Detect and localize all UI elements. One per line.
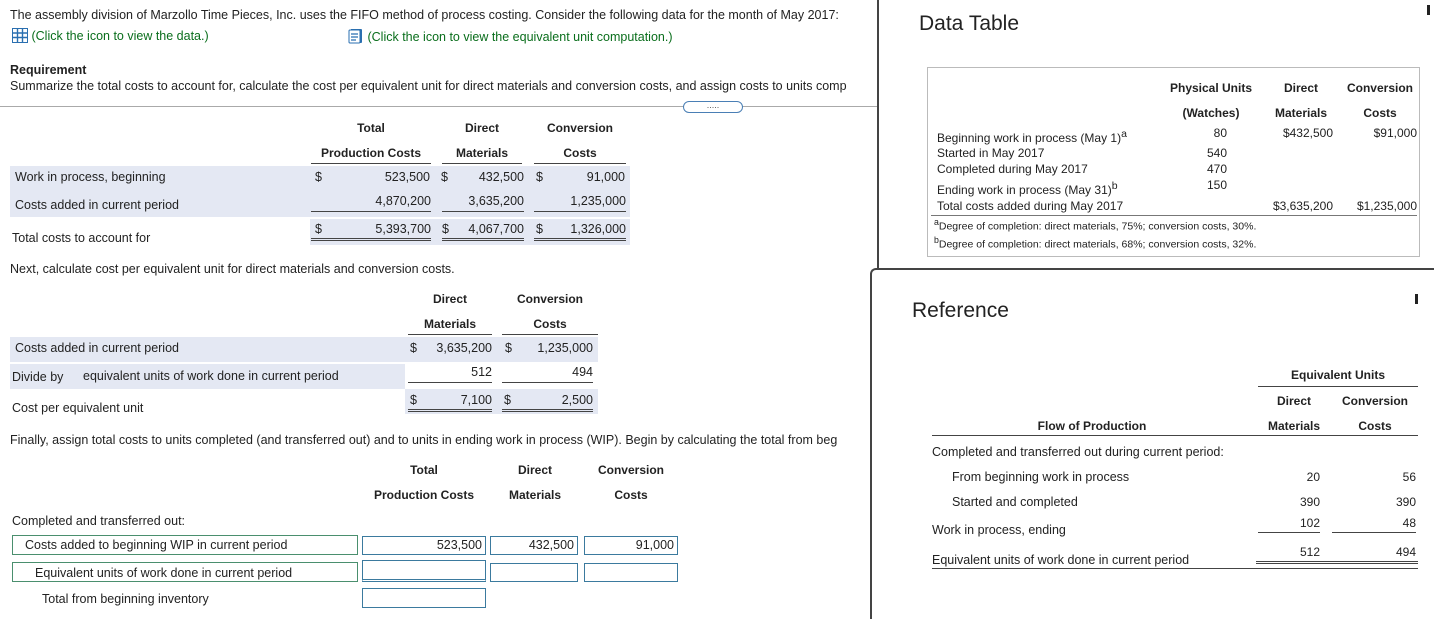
t3-total-input[interactable]: 523,500 [362,536,486,555]
t2-dollar: $ [410,341,417,355]
ref-cc-value: 390 [1395,495,1416,509]
dt-footnote-b: $^b$Degree of completion: direct materials, 68%; conversion costs, 32%. [934,235,1257,251]
t2-dollar: $ [410,393,417,407]
dt-header-dm-2: Materials [1274,106,1328,120]
reference-title: Reference [912,299,1009,322]
view-data-link[interactable] [12,28,209,46]
t1-dollar: $ [315,170,322,184]
t1-dm-value: 432,500 [478,170,524,184]
view-equiv-link-text[interactable]: (Click the icon to view the equivalent unit computation.) [367,30,673,44]
ref-rule [932,435,1418,436]
t3-header-cc-2: Costs [614,488,648,502]
dt-cc-value: $1,235,000 [1356,199,1417,213]
t3-cc-input[interactable] [584,563,678,582]
t2-header-dm-1: Direct [432,292,467,306]
t3-total-input[interactable] [362,560,486,582]
t3-header-dm-2: Materials [508,488,562,502]
t1-cc-value: 1,326,000 [570,222,626,236]
dt-header-units-2: (Watches) [1182,106,1240,120]
t1-row-label: Total costs to account for [12,231,151,245]
t3-row-label: Equivalent units of work done in current period [35,566,293,580]
dt-header-cc-2: Costs [1363,106,1397,120]
t1-total-value: 4,870,200 [311,194,431,212]
t2-dm-cell [408,393,492,412]
ref-bottom-rule [932,568,1418,569]
t2-row-label: Cost per equivalent unit [12,401,144,415]
dt-dm-value: $432,500 [1282,126,1333,140]
t1-dm-value: 3,635,200 [442,194,524,212]
ref-header-flow: Flow of Production [1037,419,1147,433]
t1-total-value: 5,393,700 [375,222,431,236]
dt-header-dm-1: Direct [1283,81,1318,95]
dt-row-label: Ending work in process (May 31)$^b$ [937,180,1118,197]
ref-row-label: From beginning work in process [952,470,1130,484]
t1-row-label: Costs added in current period [15,198,179,212]
ref-header-cc-2: Costs [1358,419,1392,433]
t2-row-label: Costs added in current period [15,341,179,355]
t3-label-box[interactable] [12,562,358,582]
t3-header-total-1: Total [410,463,438,477]
document-icon [348,28,364,47]
dt-row-label: Total costs added during May 2017 [937,199,1124,213]
t2-row-label: equivalent units of work done in current period [83,369,339,383]
t1-dollar: $ [536,170,543,184]
dt-header-units-1: Physical Units [1169,81,1253,95]
ref-header-eu: Equivalent Units [1258,368,1418,387]
t2-header-cc-1: Conversion [516,292,583,306]
data-table-panel [879,0,1434,268]
data-table-title: Data Table [919,12,1020,35]
t1-total-cell [311,222,431,241]
dt-row-label: Completed during May 2017 [937,162,1088,176]
ref-dm-value: 390 [1299,495,1320,509]
dt-footnote-a: $^a$Degree of completion: direct materials, 75%; conversion costs, 30%. [934,217,1257,233]
view-equiv-link[interactable] [348,28,673,47]
next-text: Next, calculate cost per equivalent unit for direct materials and conversion costs. [10,262,455,276]
t2-dollar: $ [504,393,511,407]
t2-cc-value: 494 [502,365,593,383]
dt-units-value: 80 [1213,126,1227,140]
reference-panel [870,268,1434,619]
t3-header-dm-1: Direct [517,463,552,477]
t2-cc-value: 2,500 [561,393,593,407]
expand-dots-button[interactable]: ..... [683,101,743,113]
finally-text: Finally, assign total costs to units completed (and transferred out) and to units in ending work in process (WIP). Begin by calculating the total from beg [10,433,838,447]
t2-dm-value: 512 [408,365,492,383]
t1-header-total-1: Total [357,121,385,135]
t1-dollar: $ [441,170,448,184]
t1-header-dm-2: Materials [442,146,522,164]
t2-cc-cell [502,393,593,412]
ref-total-rule [1256,561,1418,564]
dt-units-value: 470 [1206,162,1227,176]
dt-cc-value: $91,000 [1373,126,1417,140]
table-icon [12,28,28,46]
dt-dm-value: $3,635,200 [1272,199,1333,213]
t1-dollar: $ [315,222,322,236]
dt-units-value: 540 [1206,146,1227,160]
t3-section-label: Completed and transferred out: [12,514,186,528]
t2-dm-value: 7,100 [460,393,492,407]
t1-dollar: $ [442,222,449,236]
t3-total-input[interactable] [362,588,486,608]
t3-header-total-2: Production Costs [373,488,474,502]
t1-row-label: Work in process, beginning [15,170,166,184]
t3-cc-input[interactable]: 91,000 [584,536,678,555]
ref-row-label: Started and completed [952,495,1078,509]
ref-dm-value: 512 [1299,545,1320,559]
t2-header-cc-2: Costs [502,317,598,335]
t3-label-box[interactable] [12,535,358,555]
t3-header-cc-1: Conversion [597,463,664,477]
ref-header-dm-1: Direct [1276,394,1311,408]
dt-row-label: Beginning work in process (May 1)$^a$ [937,128,1127,145]
ref-cc-value: 494 [1395,545,1416,559]
requirement-text: Summarize the total costs to account for, calculate the cost per equivalent unit for direct materials and conversion costs, and assign costs to units comp [10,79,847,93]
section-divider [0,106,877,107]
t2-cc-value: 1,235,000 [537,341,593,355]
t3-dm-input[interactable]: 432,500 [490,536,578,555]
ref-section-label: Completed and transferred out during current period: [932,445,1224,459]
t1-total-value: 523,500 [384,170,430,184]
t1-dm-cell [442,222,524,241]
ref-header-cc-1: Conversion [1341,394,1408,408]
t3-dm-input[interactable] [490,563,578,582]
ref-row-label: Work in process, ending [932,523,1066,537]
t1-header-cc-1: Conversion [546,121,613,135]
ref-dm-value: 102 [1258,516,1320,533]
ref-dm-value: 20 [1306,470,1320,484]
t1-cc-value: 91,000 [586,170,625,184]
ref-header-dm-2: Materials [1267,419,1321,433]
ref-row-label: Equivalent units of work done in current period [932,553,1190,567]
t1-header-cc-2: Costs [534,146,626,164]
dt-rule [931,215,1417,216]
ref-cc-value: 48 [1332,516,1416,533]
minimize-icon[interactable] [1415,294,1418,304]
requirement-label: Requirement [10,63,87,77]
t2-header-dm-2: Materials [408,317,492,335]
t2-divide-label: Divide by [12,370,64,384]
view-data-link-text[interactable]: (Click the icon to view the data.) [31,29,209,43]
t3-row-label: Total from beginning inventory [42,592,209,606]
t3-row-label: Costs added to beginning WIP in current period [25,538,288,552]
dt-row-label: Started in May 2017 [937,146,1045,160]
intro-text: The assembly division of Marzollo Time Pieces, Inc. uses the FIFO method of process costing. Consider the following data for the month of May 2017: [10,8,839,22]
t1-dollar: $ [536,222,543,236]
t1-header-total-2: Production Costs [311,146,431,164]
t1-dm-value: 4,067,700 [468,222,524,236]
ref-cc-value: 56 [1402,470,1416,484]
t1-header-dm-1: Direct [464,121,499,135]
t1-cc-value: 1,235,000 [534,194,626,212]
t1-cc-cell [534,222,626,241]
dt-header-cc-1: Conversion [1346,81,1413,95]
t2-dm-value: 3,635,200 [436,341,492,355]
t2-dollar: $ [505,341,512,355]
dt-units-value: 150 [1206,178,1227,192]
minimize-icon[interactable] [1427,5,1430,15]
